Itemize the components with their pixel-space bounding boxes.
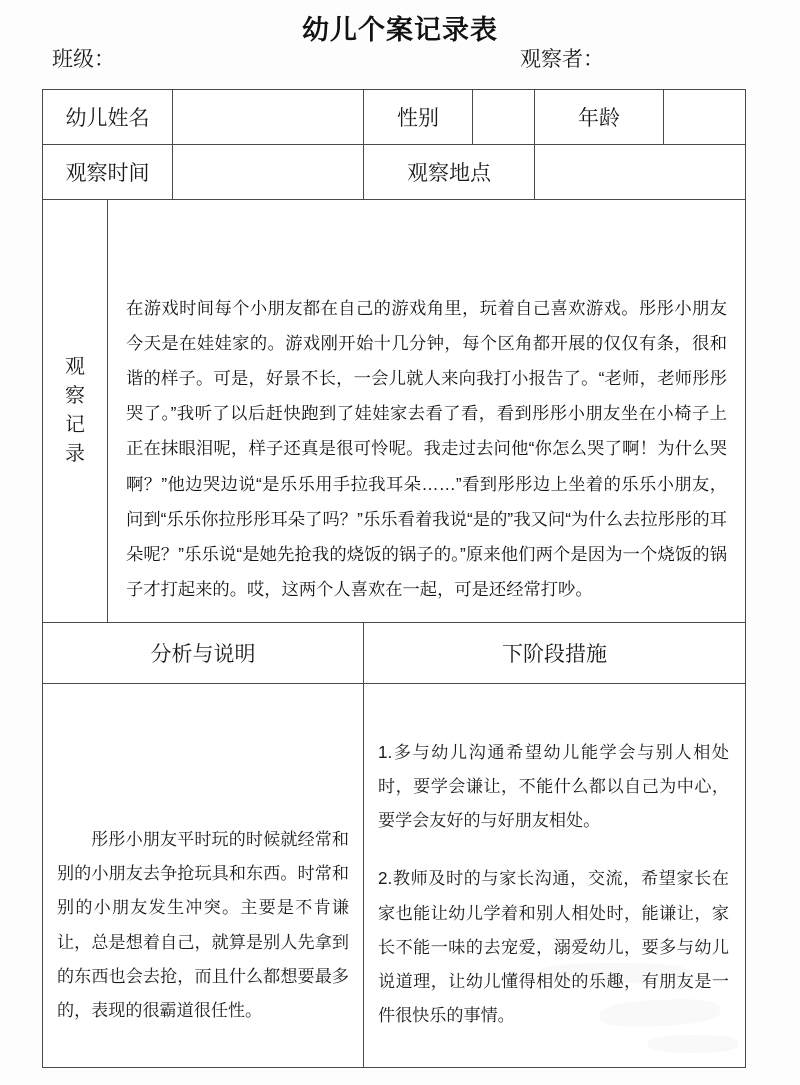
page-title: 幼儿个案记录表	[302, 15, 498, 45]
table-row-observation-meta	[43, 145, 746, 200]
observation-place-label: 观察地点	[364, 145, 535, 200]
age-label: 年龄	[535, 90, 664, 145]
table-row-section-headers	[43, 623, 746, 684]
class-label: 班级：	[52, 48, 115, 71]
observer-label: 观察者：	[520, 48, 604, 71]
observation-record-text: 在游戏时间每个小朋友都在自己的游戏角里，玩着自己喜欢游戏。彤彤小朋友今天是在娃娃家的。游戏刚开始十几分钟，每个区角都开展的仅仅有条，很和谐的样子。可是，好景不长，一会儿就人来向我打小报告了。“老师，老师彤彤哭了。”我听了以后赶快跑到了娃娃家去看了看，看到彤彤小朋友坐在小椅子上正在抹眼泪呢，样子还真是很可怜呢。我走过去问他“你怎么哭了啊！为什么哭啊？”他边哭边说“是乐乐用手拉我耳朵……”看到彤彤边上坐着的乐乐小朋友，问到“乐乐你拉彤彤耳朵了吗？”乐乐看着我说“是的”我又问“为什么去拉彤彤的耳朵呢？”乐乐说“是她先抢我的烧饭的锅子的。”原来他们两个是因为一个烧饭的锅子才打起来的。哎，这两个人喜欢在一起，可是还经常打吵。	[126, 298, 727, 599]
table-row-observation-record	[43, 200, 746, 623]
measures-section-header: 下阶段措施	[364, 623, 746, 684]
child-name-label: 幼儿姓名	[43, 90, 173, 145]
observation-record-label-cell	[43, 200, 108, 623]
observation-place-value[interactable]	[535, 145, 746, 200]
measures-cell[interactable]	[364, 684, 746, 1068]
analysis-text: 彤彤小朋友平时玩的时候就经常和别的小朋友去争抢玩具和东西。时常和别的小朋友发生冲突。主要是不肯谦让，总是想着自己，就算是别人先拿到的东西也会去抢，而且什么都想要最多的，表现的很霸道很任性。	[57, 829, 349, 1020]
measure-item-2: 2.教师及时的与家长沟通，交流，希望家长在家也能让幼儿学着和别人相处时，能谦让，家长不能一味的去宠爱，溺爱幼儿，要多与幼儿说道理，让幼儿懂得相处的乐趣，有朋友是一件很快乐的事情。	[378, 869, 729, 1026]
child-name-value[interactable]	[173, 90, 364, 145]
measure-item-1: 1.多与幼儿沟通希望幼儿能学会与别人相处时，要学会谦让，不能什么都以自己为中心，要学会友好的与好朋友相处。	[378, 742, 729, 831]
table-row-bottom-content	[43, 684, 746, 1068]
age-value[interactable]	[664, 90, 746, 145]
observation-time-value[interactable]	[173, 145, 364, 200]
measures-list	[364, 694, 745, 1034]
observation-record-label: 观察记录	[65, 356, 85, 465]
observation-time-label: 观察时间	[43, 145, 173, 200]
observation-record-cell[interactable]	[108, 200, 746, 623]
gender-label: 性别	[364, 90, 473, 145]
record-form-table	[42, 89, 746, 1068]
table-row-basic-info	[43, 90, 746, 145]
gender-value[interactable]	[473, 90, 535, 145]
analysis-section-header: 分析与说明	[43, 623, 364, 684]
analysis-cell[interactable]	[43, 684, 364, 1068]
meta-row	[42, 43, 745, 75]
